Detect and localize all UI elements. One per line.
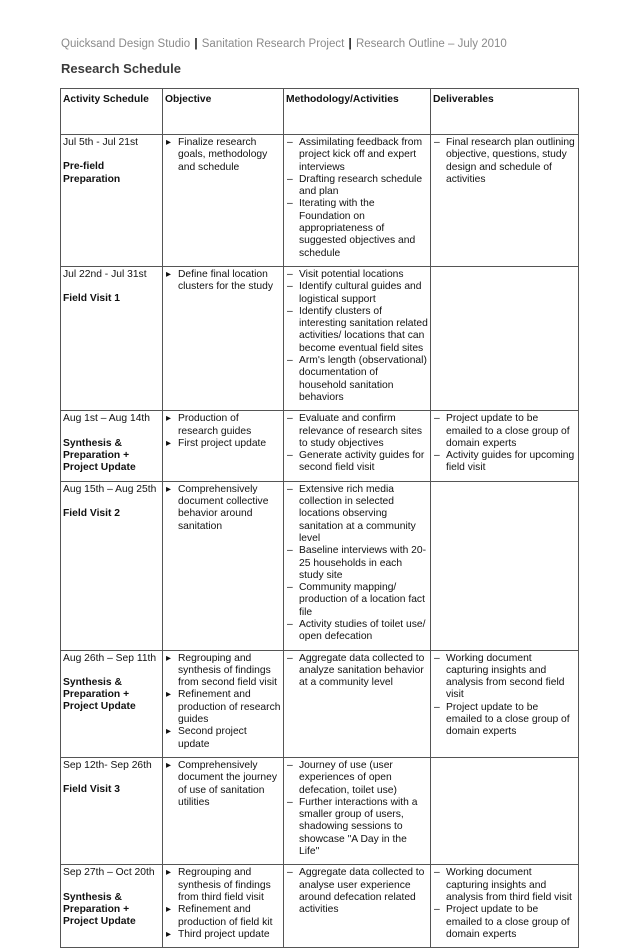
table-row (61, 757, 579, 864)
methodology-cell (284, 757, 431, 864)
studio-name: Quicksand Design Studio (61, 38, 191, 50)
methodology-item: – Baseline interviews with 20-25 households in each study site (286, 545, 428, 582)
table-row (61, 135, 579, 267)
bullet-list (165, 484, 281, 533)
objective-item: ▸ Comprehensively document collective behavior around sanitation (165, 484, 281, 533)
bullet-list (433, 413, 576, 474)
deliverables-cell (431, 481, 579, 650)
methodology-item: – Drafting research schedule and plan (286, 174, 428, 199)
methodology-item: – Iterating with the Foundation on appropriateness of suggested objectives and schedule (286, 198, 428, 259)
activity-phase: Field Visit 2 (63, 508, 121, 520)
bullet-list (165, 137, 281, 174)
methodology-cell (284, 135, 431, 267)
activity-date: Sep 27th – Oct 20th (63, 867, 155, 879)
objective-item: ▸ Comprehensively document the journey of use of sanitation utilities (165, 760, 281, 809)
objective-item: ▸ Second project update (165, 726, 281, 751)
document-name: Research Outline – July 2010 (355, 38, 507, 50)
objective-cell (163, 757, 284, 864)
page-title: Research Schedule (61, 61, 181, 76)
deliverables-cell (431, 266, 579, 410)
activity-cell (61, 411, 163, 481)
table-row (61, 650, 579, 757)
deliverable-item: – Project update to be emailed to a close group of domain experts (433, 413, 576, 450)
activity-date: Aug 15th – Aug 25th (63, 483, 157, 495)
objective-cell (163, 650, 284, 757)
table-row (61, 481, 579, 650)
activity-phase: Synthesis & Preparation + Project Update (63, 437, 136, 474)
objective-cell (163, 481, 284, 650)
deliverable-item: – Project update to be emailed to a close group of domain experts (433, 904, 576, 941)
activity-cell (61, 650, 163, 757)
bullet-list (286, 867, 428, 916)
bullet-list (433, 867, 576, 941)
activity-cell (61, 135, 163, 267)
deliverable-item: – Activity guides for upcoming field visit (433, 450, 576, 475)
objective-item: ▸ Regrouping and synthesis of findings from second field visit (165, 653, 281, 690)
objective-cell (163, 865, 284, 948)
activity-phase: Field Visit 3 (63, 784, 121, 796)
bullet-list (286, 137, 428, 260)
objective-item: ▸ First project update (165, 438, 281, 450)
bullet-list (433, 137, 576, 186)
objective-cell (163, 135, 284, 267)
objective-item: ▸ Regrouping and synthesis of findings from third field visit (165, 867, 281, 904)
activity-date: Jul 22nd - Jul 31st (63, 268, 147, 280)
bullet-list (286, 760, 428, 858)
deliverable-item: – Final research plan outlining objective, questions, study design and schedule of activities (433, 137, 576, 186)
objective-item: ▸ Third project update (165, 929, 281, 941)
document-header (61, 38, 507, 50)
methodology-item: – Community mapping/ production of a location fact file (286, 582, 428, 619)
deliverables-cell (431, 135, 579, 267)
methodology-item: – Identify clusters of interesting sanitation related activities/ locations that can become eventual field sites (286, 306, 428, 355)
activity-cell (61, 757, 163, 864)
methodology-item: – Arm's length (observational) documentation of household sanitation behaviors (286, 355, 428, 404)
header-separator: | (348, 38, 352, 50)
activity-phase: Field Visit 1 (63, 293, 121, 305)
activity-phase: Synthesis & Preparation + Project Update (63, 676, 136, 713)
bullet-list (286, 484, 428, 644)
methodology-cell (284, 650, 431, 757)
methodology-item: – Extensive rich media collection in selected locations observing sanitation at a community level (286, 484, 428, 545)
table-row (61, 865, 579, 948)
activity-cell (61, 481, 163, 650)
objective-cell (163, 266, 284, 410)
methodology-item: – Further interactions with a smaller group of users, shadowing sessions to showcase "A Day in the Life" (286, 797, 428, 858)
objective-item: ▸ Refinement and production of field kit (165, 904, 281, 929)
methodology-item: – Assimilating feedback from project kick off and expert interviews (286, 137, 428, 174)
activity-phase: Pre-field Preparation (63, 161, 121, 185)
bullet-list (165, 413, 281, 450)
activity-date: Jul 5th - Jul 21st (63, 137, 138, 148)
deliverables-cell (431, 757, 579, 864)
methodology-item: – Identify cultural guides and logistical support (286, 281, 428, 306)
objective-cell (163, 411, 284, 481)
methodology-item: – Aggregate data collected to analyze sanitation behavior at a community level (286, 653, 428, 690)
methodology-cell (284, 266, 431, 410)
activity-cell (61, 266, 163, 410)
header-separator: | (194, 38, 198, 50)
schedule-table (60, 88, 579, 948)
column-header: Deliverables (431, 89, 579, 135)
column-header: Activity Schedule (61, 89, 163, 135)
bullet-list (165, 269, 281, 294)
table-header-row (61, 89, 579, 135)
methodology-item: – Aggregate data collected to analyse user experience around defecation related activities (286, 867, 428, 916)
methodology-item: – Journey of use (user experiences of open defecation, toilet use) (286, 760, 428, 797)
bullet-list (286, 653, 428, 690)
deliverables-cell (431, 411, 579, 481)
deliverables-cell (431, 650, 579, 757)
bullet-list (165, 867, 281, 941)
bullet-list (433, 653, 576, 739)
objective-item: ▸ Define final location clusters for the study (165, 269, 281, 294)
table-row (61, 411, 579, 481)
deliverable-item: – Working document capturing insights and analysis from third field visit (433, 867, 576, 904)
methodology-item: – Generate activity guides for second field visit (286, 450, 428, 475)
project-name: Sanitation Research Project (201, 38, 345, 50)
methodology-item: – Activity studies of toilet use/ open defecation (286, 619, 428, 644)
methodology-cell (284, 481, 431, 650)
activity-phase: Synthesis & Preparation + Project Update (63, 891, 136, 928)
objective-item: ▸ Finalize research goals, methodology and schedule (165, 137, 281, 174)
methodology-cell (284, 865, 431, 948)
column-header: Objective (163, 89, 284, 135)
activity-date: Sep 12th- Sep 26th (63, 759, 152, 771)
bullet-list (165, 653, 281, 751)
table-body (61, 135, 579, 948)
bullet-list (165, 760, 281, 809)
objective-item: ▸ Production of research guides (165, 413, 281, 438)
deliverable-item: – Project update to be emailed to a close group of domain experts (433, 702, 576, 739)
bullet-list (286, 269, 428, 404)
deliverable-item: – Working document capturing insights and analysis from second field visit (433, 653, 576, 702)
table-row (61, 266, 579, 410)
activity-date: Aug 26th – Sep 11th (63, 652, 157, 664)
objective-item: ▸ Refinement and production of research guides (165, 689, 281, 726)
activity-date: Aug 1st – Aug 14th (63, 413, 151, 425)
column-header: Methodology/Activities (284, 89, 431, 135)
activity-cell (61, 865, 163, 948)
methodology-item: – Evaluate and confirm relevance of research sites to study objectives (286, 413, 428, 450)
deliverables-cell (431, 865, 579, 948)
methodology-cell (284, 411, 431, 481)
methodology-item: – Visit potential locations (286, 269, 428, 281)
bullet-list (286, 413, 428, 474)
